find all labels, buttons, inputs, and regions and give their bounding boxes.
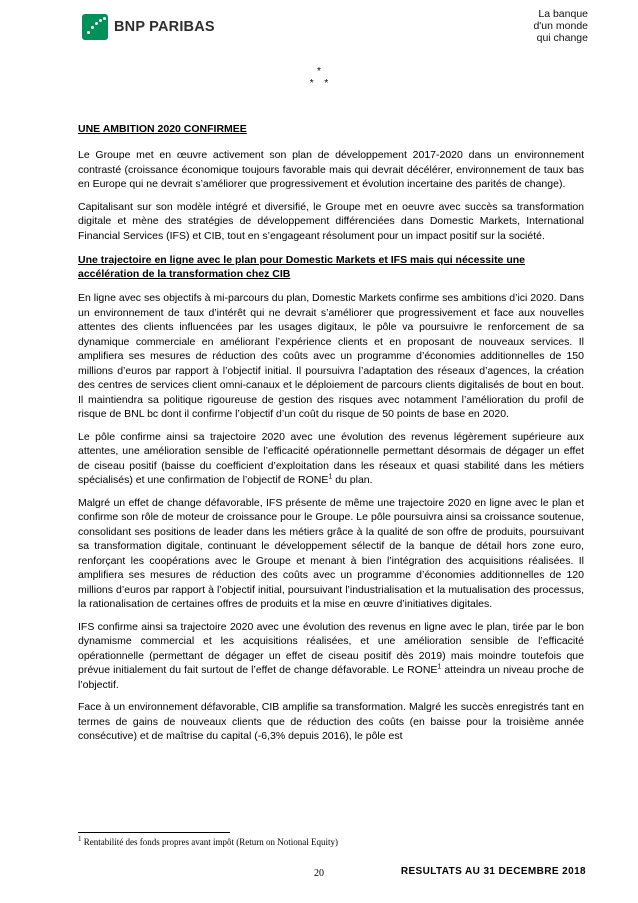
brand-tagline: La banque d'un monde qui change — [533, 8, 588, 44]
paragraph: Face à un environnement défavorable, CIB amplifie sa transformation. Malgré les succès enregistrés tant en termes de gains de nouveaux clients que de réduction des coûts (en baisse pour la troisième année consécutive) et de maîtrise du capital (-6,3% depuis 2016), le pôle est — [78, 701, 584, 742]
paragraph: Capitalisant sur son modèle intégré et diversifié, le Groupe met en oeuvre avec succès sa transformation digitale et mène des stratégies de développement différenciées dans Domestic Markets, International Financial Services (IFS) et CIB, tout en s’engageant résolument pour un impact positif sur la société. — [78, 200, 584, 242]
section-title: UNE AMBITION 2020 CONFIRMEE — [78, 123, 247, 135]
footer-report-label: RESULTATS AU 31 DECEMBRE 2018 — [400, 866, 586, 877]
subsection-title: Une trajectoire en ligne avec le plan pour Domestic Markets et IFS mais qui nécessite une accélération de la transformation chez CIB — [78, 254, 525, 280]
footnote-ref: 1 — [437, 663, 442, 671]
separator-stars-bottom: * * — [309, 78, 329, 89]
paragraph: Malgré un effet de change défavorable, IFS présente de même une trajectoire 2020 en ligne avec le plan et confirme son rôle de moteur de croissance pour le Groupe. Le pôle poursuivra ainsi sa croissance soutenue, consolidant ses positions de leader dans les métiers grâce à la qualité de son offre de produits, poursuivant sa transformation digitale, continuant le développement sélectif de la banque de détail hors zone euro, renforçant les coopérations avec le Groupe et menant à bien l’intégration des acquisitions réalisées. Il amplifiera ses mesures de réduction des coûts avec un programme d’économies additionnelles de 120 millions d’euros par rapport à l’objectif initial, poursuivant l’industrialisation et la mutualisation des processus, la rationalisation de certaines offres de produits et la mise en œuvre d’initiatives digitales. — [78, 496, 584, 610]
brand-logo — [82, 14, 215, 40]
separator-stars-top: * — [317, 66, 321, 77]
brand-name: BNP PARIBAS — [114, 19, 215, 35]
paragraph: Le pôle confirme ainsi sa trajectoire 2020 avec une évolution des revenus légèrement supérieure aux attentes, une amélioration sensible de l’efficacité opérationnelle permettant désormais de dégager un effet de ciseau positif (baisse du coefficient d’exploitation dans les réseaux et quasi stabilité dans les métiers spécialisés) et une confirmation de l’objectif de RONE$^1$ du plan. — [78, 430, 584, 486]
document-body — [78, 122, 584, 752]
footnote-ref: 1 — [328, 473, 333, 481]
paragraph: En ligne avec ses objectifs à mi-parcours du plan, Domestic Markets confirme ses ambitions d’ici 2020. Dans un environnement de taux d’intérêt qui ne devrait s’améliorer que progressivement et face aux nouvelles attentes des clients influencées par les usages digitaux, le pôle va poursuivre le renforcement de sa dynamique commerciale en améliorant l’expérience clients et en proposant de nouveaux services. Il amplifiera ses mesures de réduction des coûts avec un programme d’économies additionnelles de 150 millions d’euros par rapport à l’objectif initial. Il poursuivra l’adaptation des réseaux d’agences, la création des centres de services client omni-canaux et le déploiement de parcours clients digitalisés de bout en bout. Il maintiendra sa politique rigoureuse de gestion des risques avec notamment l’amélioration du profil de risque de BNL bc dont il confirme l’objectif d’un coût du risque de 50 points de base en 2020. — [78, 292, 584, 420]
paragraph: IFS confirme ainsi sa trajectoire 2020 avec une évolution des revenus en ligne avec le plan, tirée par le bon dynamisme commercial et les acquisitions réalisées, et une amélioration sensible de l’efficacité opérationnelle (permettant de dégager un effet de ciseau positif dès 2019) mais moindre toutefois que prévue initialement du fait surtout de l’effet de change défavorable. Le RONE$^1$ atteindra un niveau proche de l’objectif. — [78, 620, 584, 691]
page-number: 20 — [314, 868, 324, 879]
footnote-divider — [78, 832, 230, 833]
footnote: $^1$ Rentabilité des fonds propres avant impôt (Return on Notional Equity) — [78, 835, 338, 847]
paragraph: Le Groupe met en œuvre activement son plan de développement 2017-2020 dans un environnement contrasté (croissance économique toujours favorable mais qui devrait décélérer, environnement de taux bas en Europe qui ne devrait s’améliorer que progressivement et évolution incertaine des parités de change). — [78, 149, 584, 190]
bnp-stars-logo-icon — [82, 14, 108, 40]
